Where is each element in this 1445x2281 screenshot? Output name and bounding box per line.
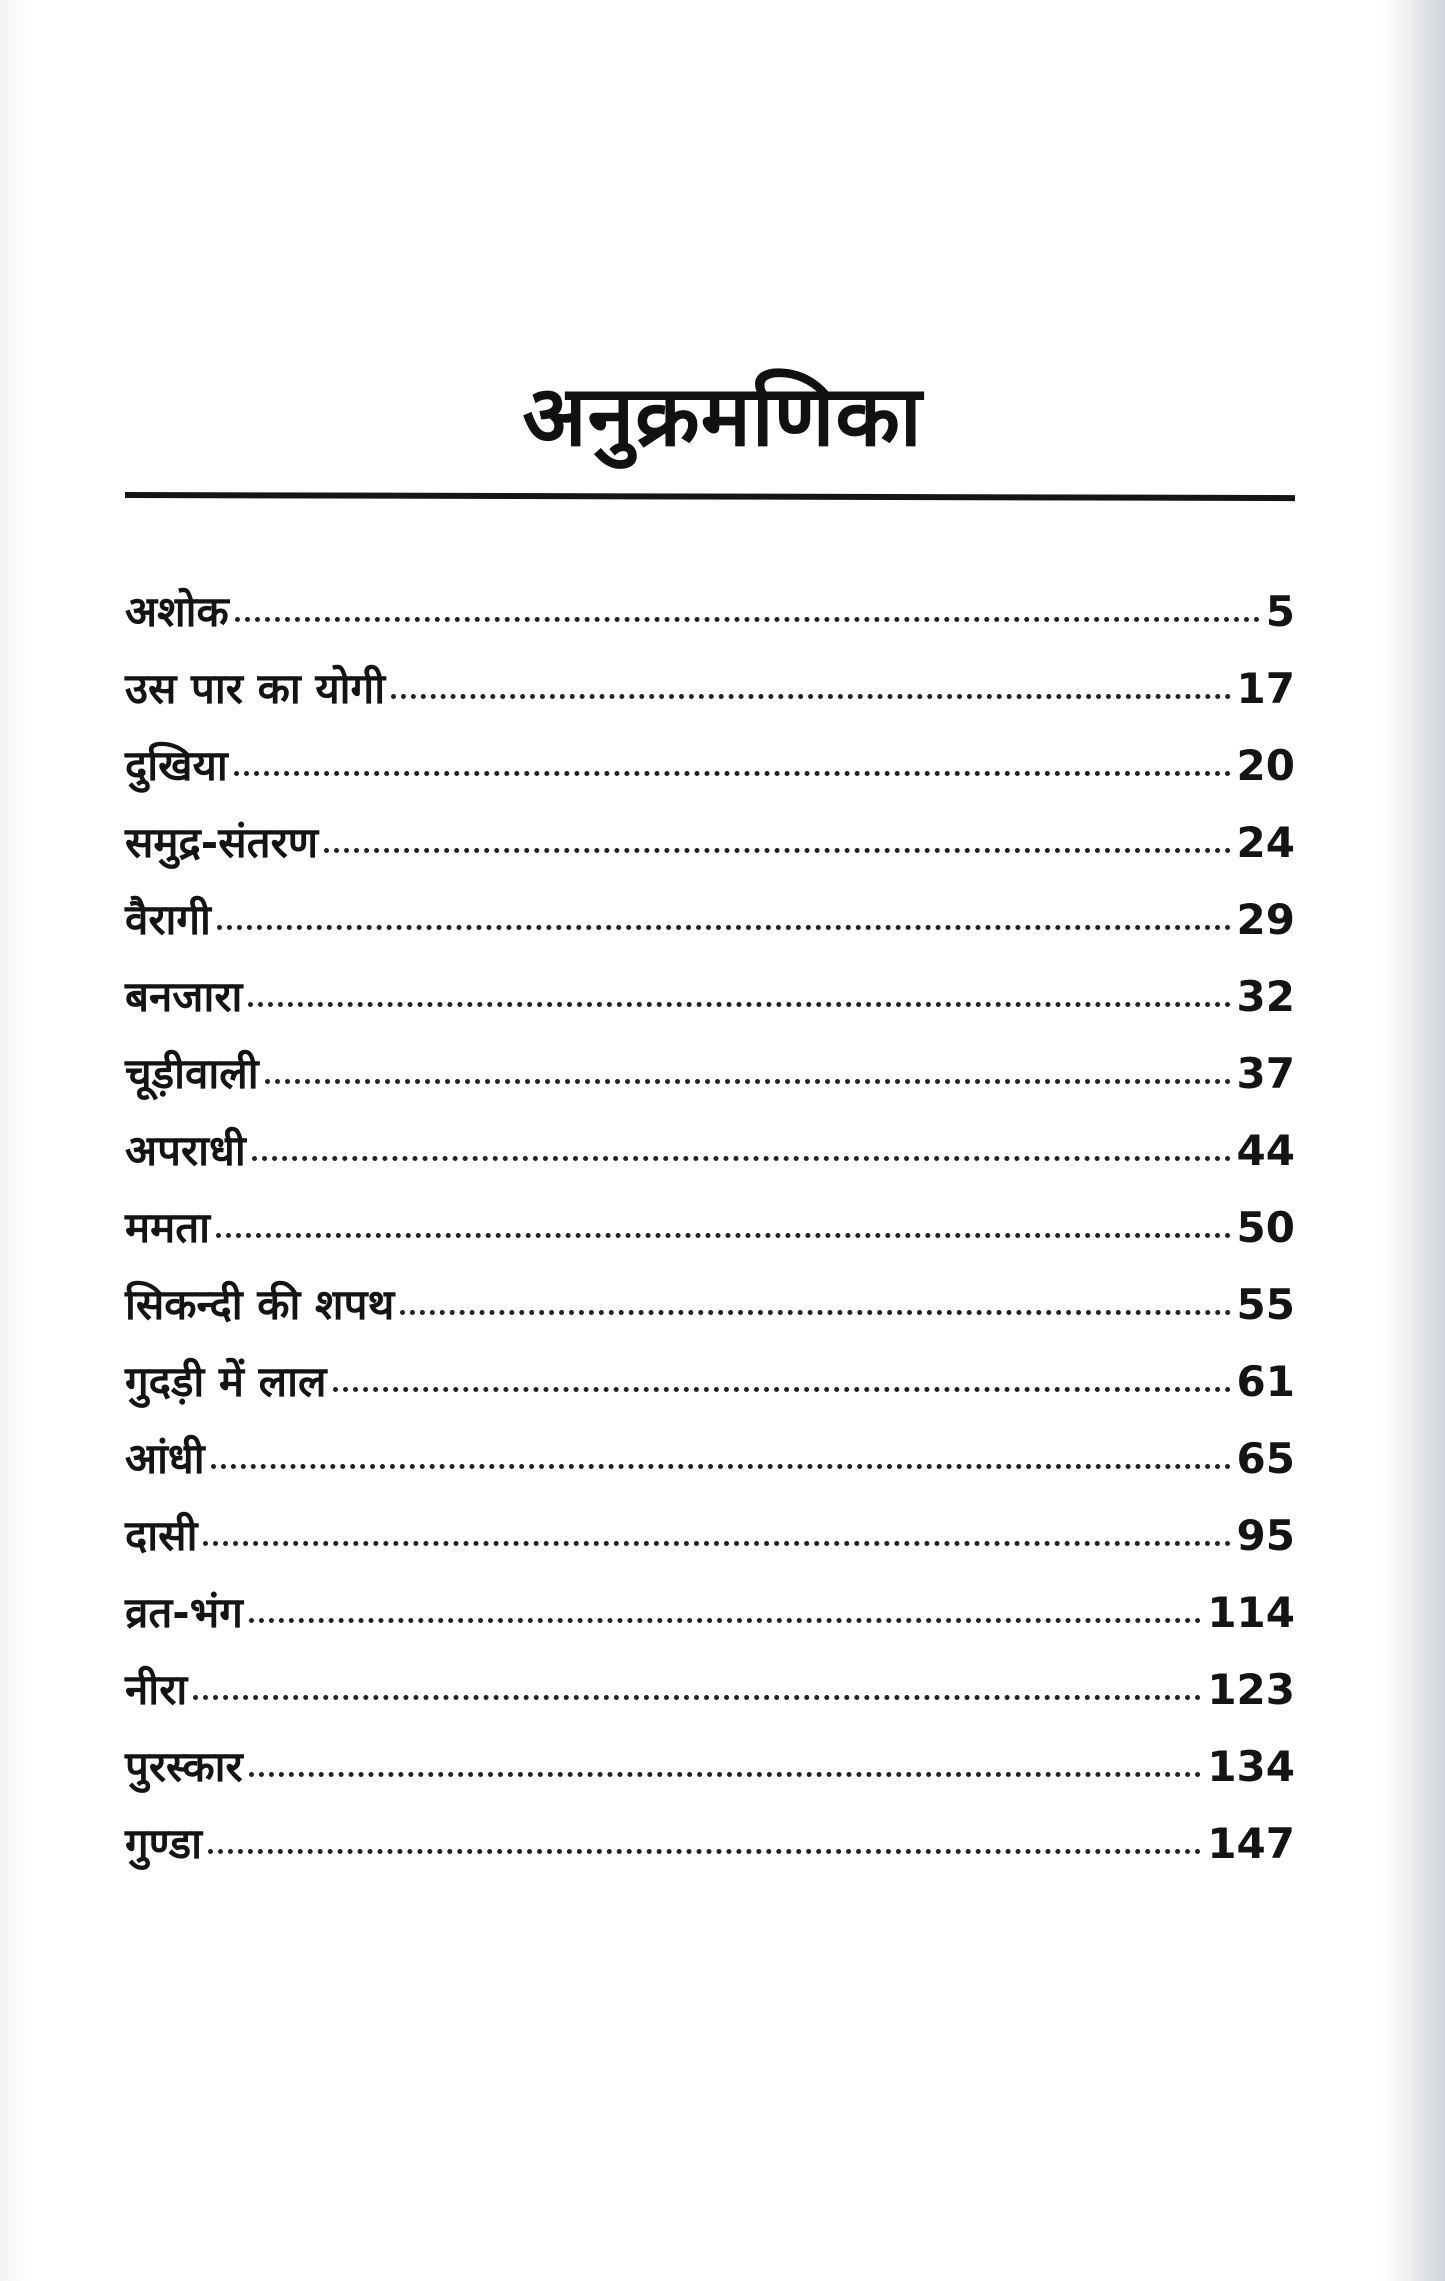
toc-entry-page: 123 bbox=[1207, 1665, 1295, 1714]
dot-leader bbox=[203, 1541, 1230, 1546]
toc-entry bbox=[125, 1660, 1295, 1737]
dot-leader bbox=[324, 848, 1230, 853]
toc-entry bbox=[125, 1737, 1295, 1814]
dot-leader bbox=[193, 1695, 1201, 1700]
dot-leader bbox=[252, 1156, 1231, 1161]
toc-entry-title: सिकन्दी की शपथ bbox=[125, 1280, 395, 1329]
toc-entry-title: नीरा bbox=[125, 1665, 188, 1714]
toc-entry bbox=[125, 1352, 1295, 1429]
toc-entry-page: 114 bbox=[1207, 1588, 1295, 1637]
toc-entry-page: 37 bbox=[1236, 1049, 1295, 1098]
toc-entry-title: गुदड़ी में लाल bbox=[125, 1357, 327, 1406]
dot-leader bbox=[217, 925, 1231, 930]
toc-entry-page: 61 bbox=[1236, 1357, 1295, 1406]
toc-entry-title: वैरागी bbox=[125, 895, 211, 944]
toc-entry-title: पुरस्कार bbox=[125, 1742, 243, 1791]
toc-entry bbox=[125, 1429, 1295, 1506]
toc-entry-title: दुखिया bbox=[125, 741, 228, 790]
toc-entry-page: 24 bbox=[1236, 818, 1295, 867]
title-divider bbox=[125, 492, 1295, 501]
toc-entry bbox=[125, 1198, 1295, 1275]
toc-entry-page: 134 bbox=[1207, 1742, 1295, 1791]
toc-entry-title: गुण्डा bbox=[125, 1819, 202, 1868]
dot-leader bbox=[249, 1772, 1202, 1777]
toc-entry-page: 44 bbox=[1236, 1126, 1295, 1175]
dot-leader bbox=[391, 694, 1230, 699]
toc-entry-page: 32 bbox=[1236, 972, 1295, 1021]
table-of-contents bbox=[125, 582, 1295, 1891]
toc-entry bbox=[125, 736, 1295, 813]
toc-entry bbox=[125, 659, 1295, 736]
dot-leader bbox=[208, 1849, 1201, 1854]
dot-leader bbox=[249, 1618, 1201, 1623]
toc-entry-page: 95 bbox=[1236, 1511, 1295, 1560]
toc-entry-page: 17 bbox=[1236, 664, 1295, 713]
dot-leader bbox=[235, 617, 1260, 622]
toc-entry-title: बनजारा bbox=[125, 972, 243, 1021]
page-edge bbox=[1417, 0, 1445, 2281]
toc-entry-title: चूड़ीवाली bbox=[125, 1049, 259, 1098]
toc-entry bbox=[125, 813, 1295, 890]
toc-entry-title: समुद्र-संतरण bbox=[125, 818, 319, 867]
toc-entry-page: 147 bbox=[1207, 1819, 1295, 1868]
dot-leader bbox=[333, 1387, 1231, 1392]
toc-entry-page: 20 bbox=[1236, 741, 1295, 790]
page-title: अनुक्रमणिका bbox=[522, 367, 923, 465]
dot-leader bbox=[211, 1464, 1231, 1469]
toc-entry bbox=[125, 1121, 1295, 1198]
toc-entry bbox=[125, 582, 1295, 659]
toc-entry-page: 55 bbox=[1236, 1280, 1295, 1329]
toc-entry bbox=[125, 1814, 1295, 1891]
toc-entry bbox=[125, 1275, 1295, 1352]
dot-leader bbox=[216, 1233, 1230, 1238]
toc-entry-page: 29 bbox=[1236, 895, 1295, 944]
toc-entry-title: ममता bbox=[125, 1203, 211, 1252]
dot-leader bbox=[265, 1079, 1231, 1084]
toc-entry-title: आंधी bbox=[125, 1434, 205, 1483]
toc-entry-title: अशोक bbox=[125, 587, 229, 636]
toc-entry-page: 5 bbox=[1265, 587, 1295, 636]
toc-entry bbox=[125, 1583, 1295, 1660]
dot-leader bbox=[234, 771, 1231, 776]
toc-entry-title: व्रत-भंग bbox=[125, 1588, 243, 1637]
toc-entry bbox=[125, 967, 1295, 1044]
toc-entry-title: उस पार का योगी bbox=[125, 664, 386, 713]
toc-entry-title: अपराधी bbox=[125, 1126, 246, 1175]
toc-entry bbox=[125, 1044, 1295, 1121]
dot-leader bbox=[248, 1002, 1230, 1007]
toc-entry-title: दासी bbox=[125, 1511, 198, 1560]
toc-entry-page: 65 bbox=[1236, 1434, 1295, 1483]
toc-entry bbox=[125, 1506, 1295, 1583]
toc-entry-page: 50 bbox=[1236, 1203, 1295, 1252]
toc-entry bbox=[125, 890, 1295, 967]
dot-leader bbox=[400, 1310, 1230, 1315]
